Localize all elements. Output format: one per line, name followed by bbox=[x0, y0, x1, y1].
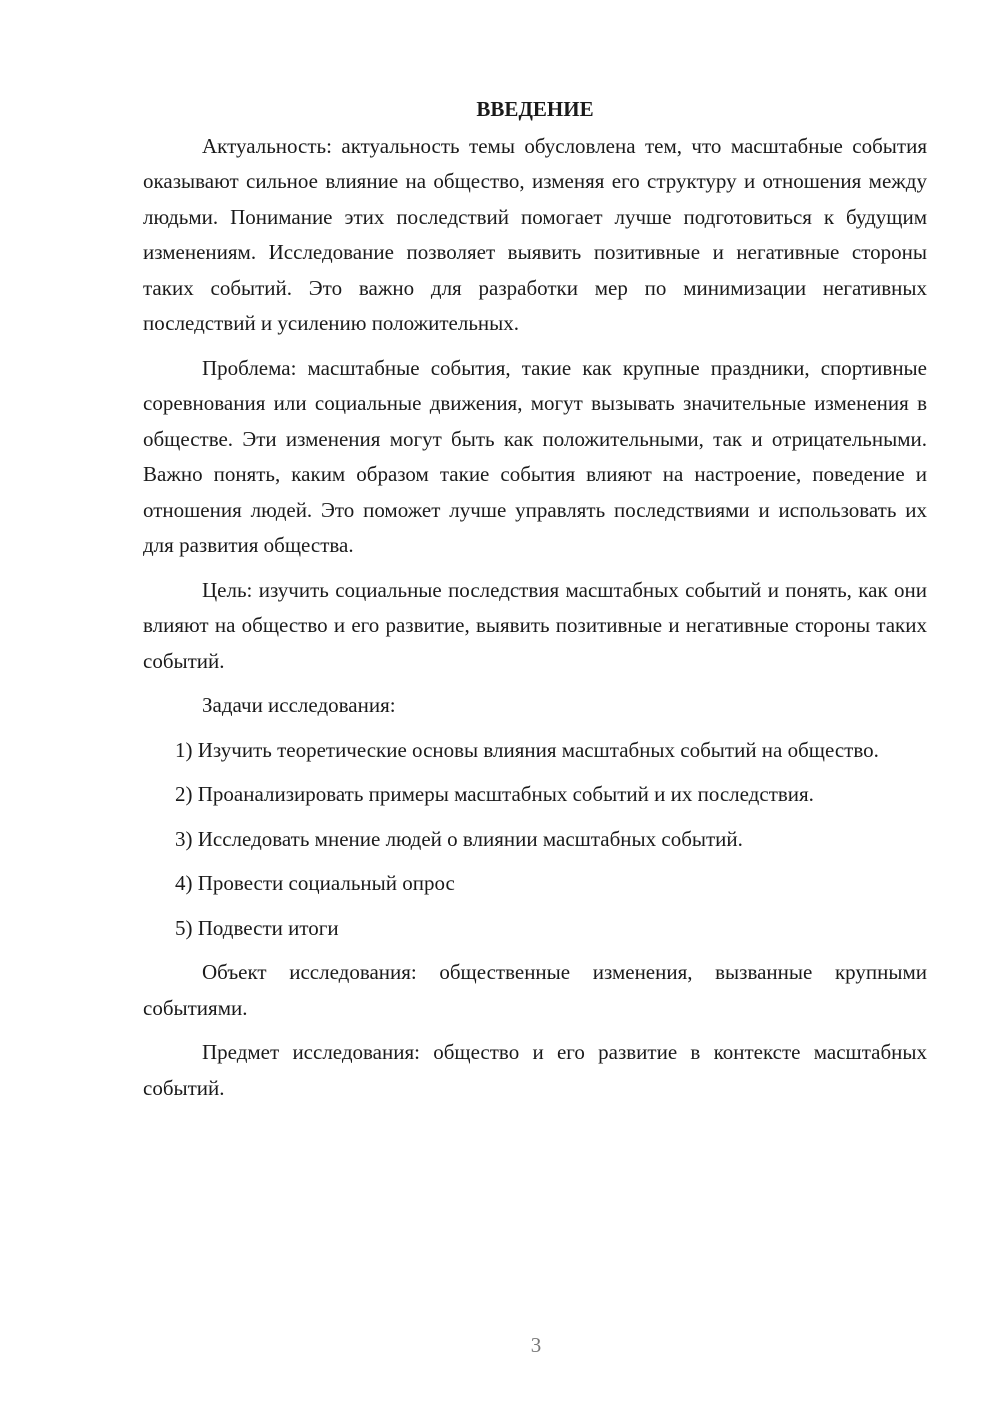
task-item: 2) Проанализировать примеры масштабных событий и их последствия. bbox=[175, 782, 814, 806]
task-item: 3) Исследовать мнение людей о влиянии масштабных событий. bbox=[175, 826, 743, 851]
page-number: 3 bbox=[530, 1333, 542, 1357]
goal-paragraph: Цель: изучить социальные последствия масштабных событий и понять, как они влияют на общество и его развитие, выявить позитивные и негативные стороны таких событий. bbox=[143, 577, 927, 673]
problem-paragraph: Проблема: масштабные события, такие как крупные праздники, спортивные соревнования или социальные движения, могут вызывать значительные изменения в обществе. Эти изменения могут быть как положительными, так и отрицательными. Важно понять, каким образом такие события влияют на настроение, поведение и отношения людей. Это поможет лучше управлять последствиями и использовать их для развития общества. bbox=[143, 355, 927, 557]
task-item: 5) Подвести итоги bbox=[175, 915, 339, 940]
task-item: 1) Изучить теоретические основы влияния масштабных событий на общество. bbox=[175, 737, 879, 762]
tasks-heading: Задачи исследования: bbox=[202, 693, 396, 717]
relevance-paragraph: Актуальность: актуальность темы обусловлена тем, что масштабные события оказывают сильное влияние на общество, изменяя его структуру и отношения между людьми. Понимание этих последствий помогает лучше подготовиться к будущим изменениям. Исследование позволяет выявить позитивные и негативные стороны таких событий. Это важно для разработки мер по минимизации негативных последствий и усилению положительных. bbox=[143, 133, 927, 335]
document-page bbox=[143, 92, 927, 1115]
page-title: ВВЕДЕНИЕ bbox=[476, 97, 594, 121]
subject-paragraph: Предмет исследования: общество и его развитие в контексте масштабных событий. bbox=[143, 1040, 927, 1100]
task-item: 4) Провести социальный опрос bbox=[175, 871, 455, 895]
object-paragraph: Объект исследования: общественные изменения, вызванные крупными событиями. bbox=[143, 960, 927, 1020]
